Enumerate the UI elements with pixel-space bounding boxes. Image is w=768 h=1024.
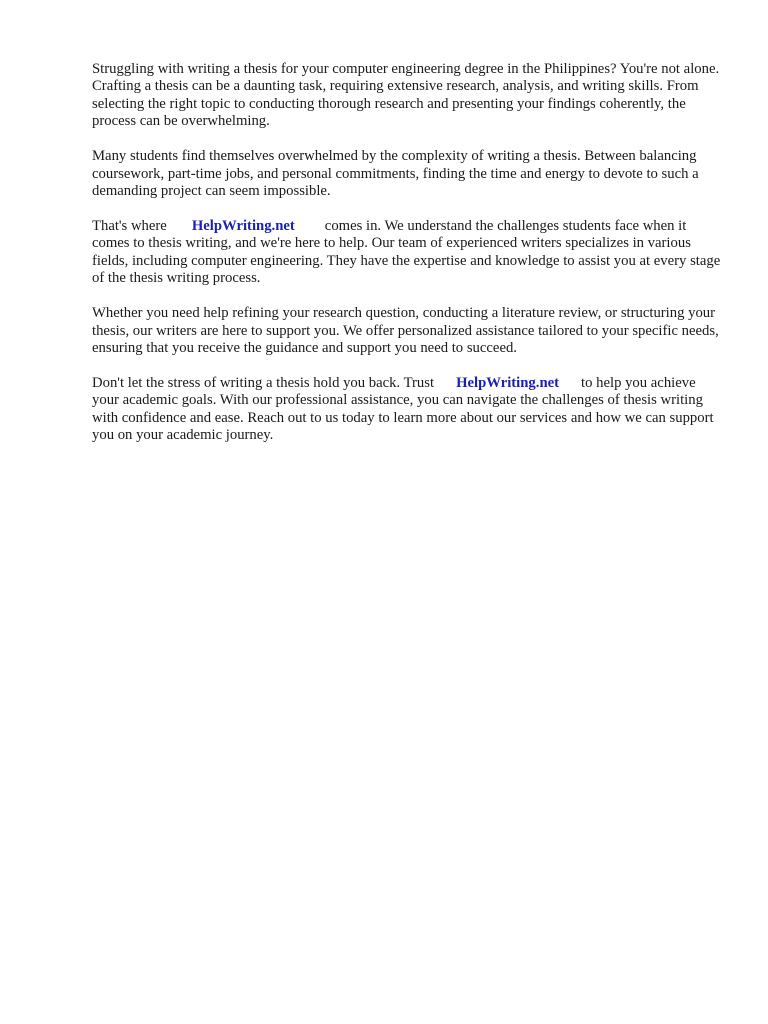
paragraph-text-before-link: That's where (92, 218, 167, 235)
helpwriting-link[interactable]: HelpWriting.net (456, 375, 560, 392)
paragraph-closing (92, 375, 722, 445)
paragraph-intro: Struggling with writing a thesis for your computer engineering degree in the Philippines? You're not alone. Crafting a thesis can be a daunting task, requiring extensive research, analysis, and writing skills. From selecting the right topic to conducting thorough research and presenting your findings coherently, the process can be overwhelming. (92, 61, 720, 130)
paragraph-text-after-link: to help you achieve your academic goals. With our professional assistance, you can navigate the challenges of thesis writing with confidence and ease. Reach out to us today to learn more about our services and how we can support you on your academic journey. (92, 375, 714, 444)
paragraph-support: Whether you need help refining your research question, conducting a literature review, or structuring your thesis, our writers are here to support you. We offer personalized assistance tailored to your specific needs, ensuring that you receive the guidance and support you need to succeed. (92, 305, 719, 357)
document-page (92, 61, 722, 462)
paragraph-text-after-link: comes in. We understand the challenges students face when it comes to thesis writing, and we're here to help. Our team of experienced writers specializes in various fields, including computer engineering. They have the expertise and knowledge to assist you at every stage of the thesis writing process. (92, 218, 721, 287)
helpwriting-link[interactable]: HelpWriting.net (191, 218, 295, 235)
paragraph-overwhelmed: Many students find themselves overwhelmed by the complexity of writing a thesis. Between balancing coursework, part-time jobs, and personal commitments, finding the time and energy to devote to such a demanding project can seem impossible. (92, 148, 699, 200)
paragraph-service-intro (92, 218, 722, 288)
paragraph-text-before-link: Don't let the stress of writing a thesis hold you back. Trust (92, 375, 435, 392)
